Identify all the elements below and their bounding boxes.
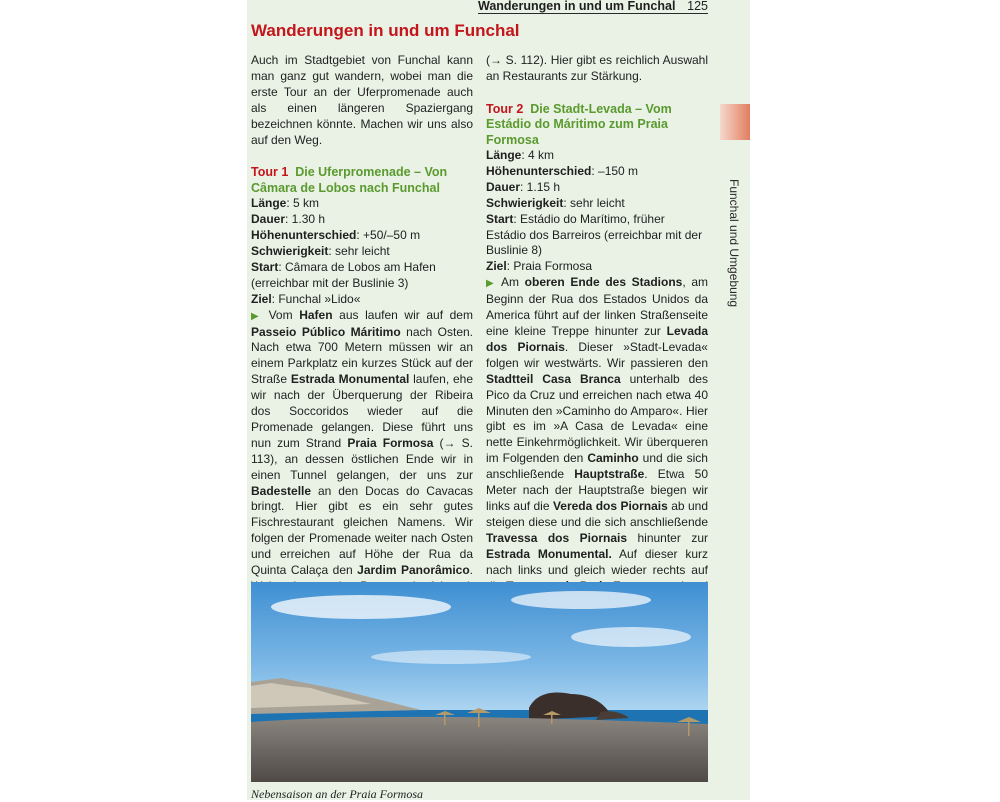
fact-line [251,292,473,308]
bold-term: Vereda dos Piornais [552,498,668,513]
bold-term: Hauptstraße [574,467,645,482]
tour2-number: Tour 2 [486,101,524,116]
tour2-body [486,275,708,626]
fact-line [251,212,473,228]
text-run: und die sich anschließende [486,451,708,482]
fact-label: Ziel [486,259,507,274]
left-column [251,53,473,627]
text-run: , am Beginn der Rua dos Estados Unidos da America führt auf der linken Straßenseite eine kleine Treppe hinunter zur [486,275,708,338]
tour2-facts [486,148,708,275]
fact-value: : 1.30 h [285,212,326,227]
text-run: . Etwa 50 Meter nach der Hauptstraße biegen wir links auf die [486,467,709,513]
text-run: nach Osten. Nach etwa 700 Metern müssen wir an einem Parkplatz ein kurzes Stück auf der Straße [251,324,473,387]
fact-value: : 1.15 h [520,179,561,194]
running-header [478,0,708,12]
fact-value: : Câmara de Lobos am Hafen (erreichbar mit der Buslinie 3) [251,259,436,290]
chapter-tab-marker [720,104,750,140]
beach-photo-illustration [251,582,708,782]
fact-label: Start [251,259,279,274]
fact-value: : sehr leicht [328,243,390,258]
fact-value: : +50/–50 m [356,228,421,243]
header-rule [478,13,708,14]
page-number: 125 [687,0,708,13]
triangle-bullet-icon: ▶ [251,310,262,322]
bold-term: Estrada Monumental [290,372,410,387]
intro-paragraph: Auch im Stadtgebiet von Funchal kann man ganz gut wandern, wobei man die erste Tour an der Uferpromenade auch als einen längeren Spaziergang bezeichnen könnte. Machen wir uns also auf den Weg. [251,53,473,147]
fact-line [486,212,708,260]
fact-line [486,164,708,180]
bold-term: Hafen [299,307,333,322]
text-run: . Dieser »Stadt-Levada« folgen wir westwärts. Wir passieren den [486,339,708,370]
bold-term: oberen Ende des Stadions [524,275,683,290]
fact-label: Höhenunterschied [251,228,357,243]
fact-value: : 5 km [286,196,320,211]
fact-line [486,196,708,212]
triangle-bullet-icon: ▶ [486,278,497,290]
tour2-title: Die Stadt-Levada – Vom Estádio do Máritimo zum Praia Formosa [486,101,672,147]
bold-term: Badestelle [251,483,312,498]
fact-label: Schwierigkeit [486,195,564,210]
tour2-body-text [486,275,708,624]
fact-value: : Praia Formosa [506,259,593,274]
text-run: an den Docas do Cavacas bringt. Hier gibt es ein sehr gutes Fischrestaurant gleichen Namens. Wir folgen der Promenade weiter nach Osten und erreichen auf Höhe der Rua da Quinta Calaça den [251,483,473,578]
fact-label: Ziel [251,291,272,306]
fact-value: : sehr leicht [563,195,625,210]
fact-value: : Funchal »Lido« [271,291,361,306]
text-run: Auf dieser kurz nach links und gleich wieder rechts auf [486,546,708,577]
bold-term: Passeio Público Máritimo [251,324,401,339]
text-run: ab und steigen diese und die sich anschließende [486,498,709,529]
text-run: laufen, ehe wir nach der Überquerung der Ribeira dos Soccoridos wieder auf die Promenade gelangen. Diese führt uns nun zum Strand [251,372,473,450]
side-chapter-label-text: Funchal und Umgebung [727,179,741,308]
text-run: . [469,563,474,578]
right-column [486,53,708,626]
tour1-title: Die Uferpromenade – Von Câmara de Lobos nach Funchal [251,165,448,195]
tour1-continuation: (→ S. 112). Hier gibt es reichlich Auswahl an Restaurants zur Stärkung. [486,53,708,83]
bold-term: Caminho [587,451,639,466]
fact-label: Schwierigkeit [251,243,329,258]
fact-line [251,228,473,244]
fact-label: Dauer [251,212,286,227]
tour1-heading [251,165,473,196]
text-run: Am [501,275,525,290]
spacer [486,85,708,102]
fact-line [251,244,473,260]
side-chapter-label [727,179,743,319]
fact-label: Start [486,211,514,226]
fact-line [251,260,473,292]
tour1-number: Tour 1 [251,165,289,180]
text-run: hinunter zur [627,530,708,545]
bold-term: Levada dos Piornais [486,324,708,354]
fact-line [486,148,708,164]
text-run: unterhalb des Pico da Cruz und erreichen nach etwa 40 Minuten den »Caminho do Amparo«. Hier gibt es im »A Casa de Levada« eine nette Einkehrmöglichkeit. Wir überqueren im Folgenden den [486,371,708,466]
fact-label: Länge [251,196,287,211]
fact-line [486,180,708,196]
fact-label: Länge [486,148,522,163]
text-run: aus laufen wir auf dem [332,307,473,322]
running-title: Wanderungen in und um Funchal [478,0,676,13]
tour1-body-text [251,308,473,625]
tour1-body [251,308,473,627]
photo-caption: Nebensaison an der Praia Formosa [251,787,423,801]
fact-value: : –150 m [591,163,639,178]
chapter-title: Wanderungen in und um Funchal [251,21,520,40]
fact-line [486,259,708,275]
fact-value: : Estádio do Marítimo, früher Estádio dos Barreiros (erreichbar mit der Buslinie 8) [486,211,703,258]
bold-term: Estrada Monumental. [486,546,612,561]
tour2-heading [486,102,708,148]
bold-term: Stadtteil Casa Branca [486,371,621,386]
beach-photo [251,582,708,782]
bold-term: Praia Formosa [347,435,434,450]
fact-line [251,196,473,212]
text-run: Vom [268,307,300,322]
fact-label: Dauer [486,179,521,194]
fact-label: Höhenunterschied [486,163,592,178]
text-run: (→ S. 113), an dessen östlichen Ende wir in einen Tunnel gelangen, der uns zur [251,435,473,482]
tour1-facts [251,196,473,307]
bold-term: Jardim Panorâmico [357,563,470,578]
spacer [251,148,473,165]
bold-term: Travessa dos Piornais [486,530,628,545]
fact-value: : 4 km [521,148,555,163]
